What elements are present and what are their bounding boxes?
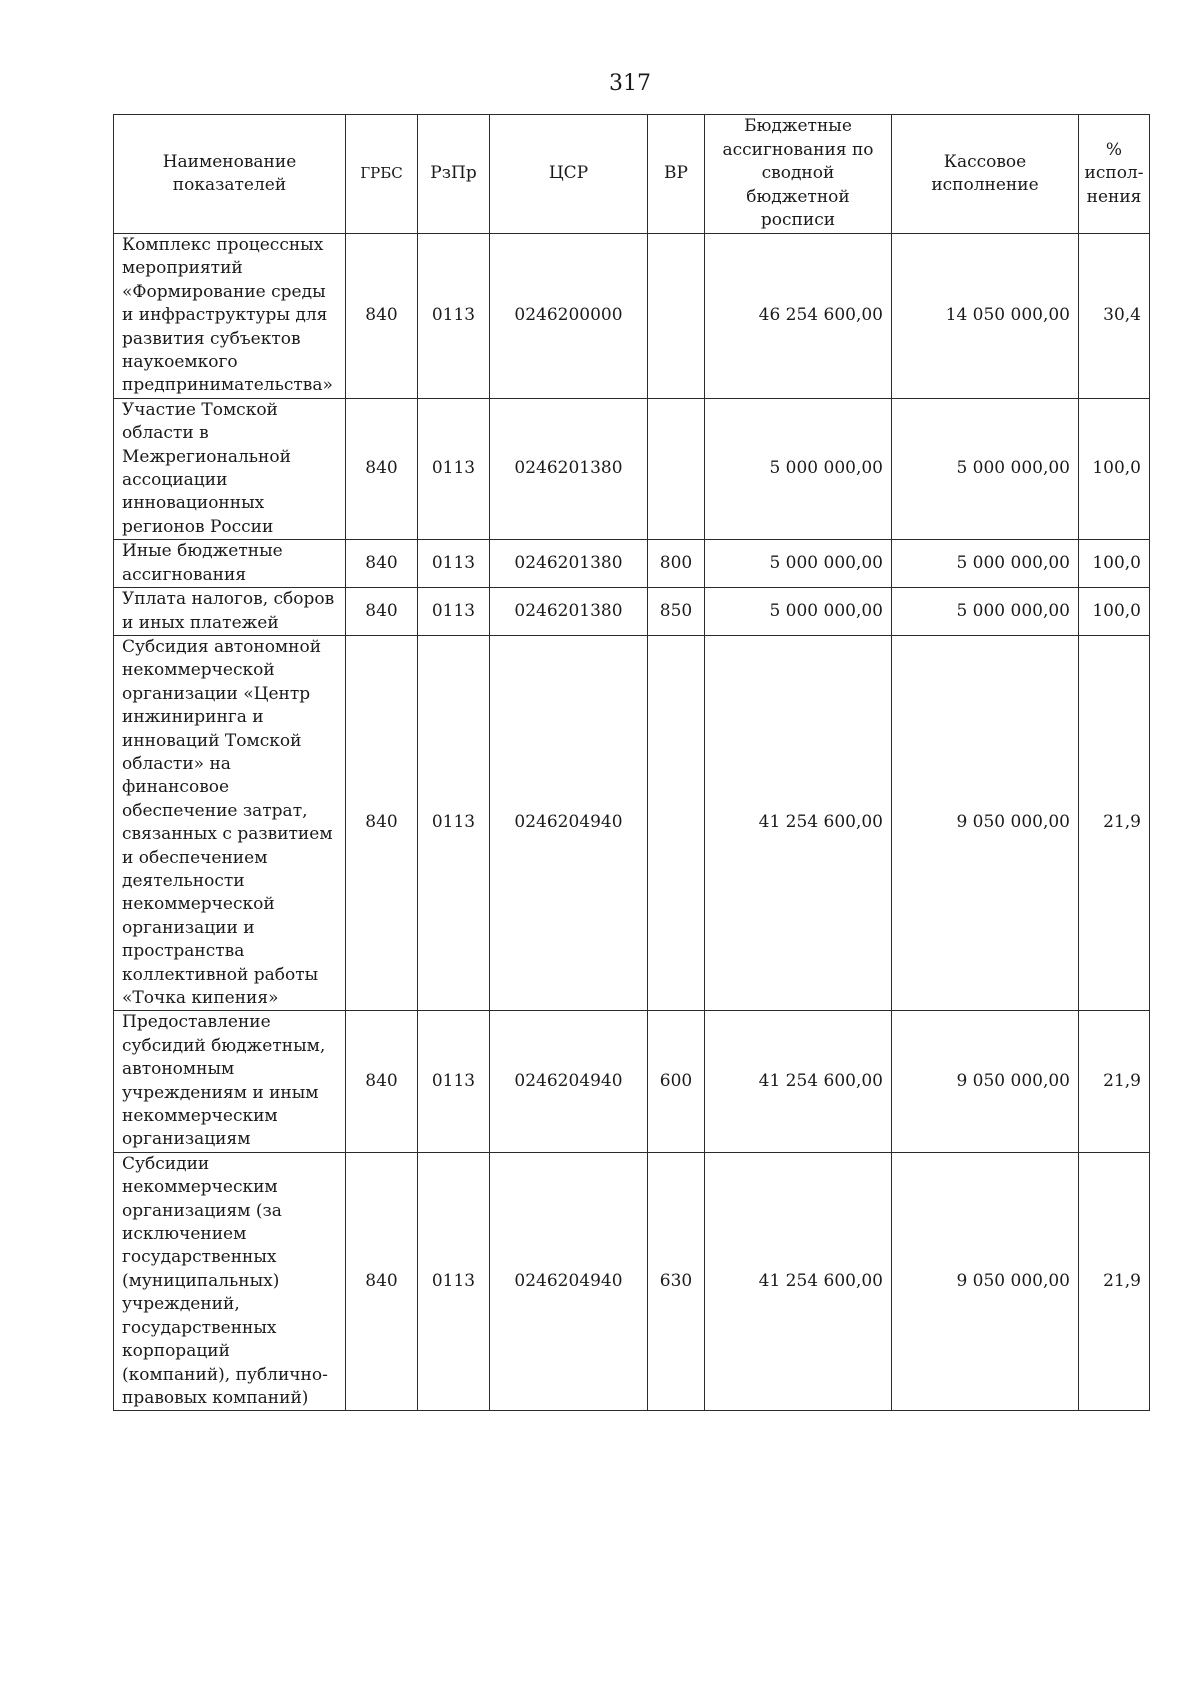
cell-rzpr: 0113 (418, 635, 490, 1011)
cell-csr: 0246200000 (490, 234, 648, 399)
table-row (114, 635, 1150, 1011)
cell-vr (648, 635, 705, 1011)
cell-name: Субсидия автономной некоммерческой организации «Центр инжиниринга и инноваций Томской области» на финансовое обеспечение затрат, связанных с развитием и обеспечением деятельности некоммерческой организации и пространства коллективной работы «Точка кипения» (114, 635, 346, 1011)
cell-cash-execution: 9 050 000,00 (892, 635, 1079, 1011)
cell-percent-execution: 21,9 (1079, 1011, 1150, 1152)
cell-csr: 0246201380 (490, 398, 648, 539)
cell-csr: 0246201380 (490, 540, 648, 588)
cell-assignments: 46 254 600,00 (705, 234, 892, 399)
cell-grbs: 840 (346, 398, 418, 539)
header-assignments: Бюджетные ассигнования по сводной бюджетной росписи (705, 115, 892, 234)
header-percent-execution: % испол-нения (1079, 115, 1150, 234)
cell-cash-execution: 9 050 000,00 (892, 1152, 1079, 1410)
cell-name: Субсидии некоммерческим организациям (за исключением государственных (муниципальных) учреждений, государственных корпораций (компаний), публично-правовых компаний) (114, 1152, 346, 1410)
cell-csr: 0246204940 (490, 1152, 648, 1410)
header-vr: ВР (648, 115, 705, 234)
cell-assignments: 41 254 600,00 (705, 1011, 892, 1152)
cell-rzpr: 0113 (418, 398, 490, 539)
cell-vr (648, 234, 705, 399)
cell-rzpr: 0113 (418, 588, 490, 636)
header-csr: ЦСР (490, 115, 648, 234)
header-name: Наименование показателей (114, 115, 346, 234)
cell-cash-execution: 5 000 000,00 (892, 588, 1079, 636)
table-row (114, 234, 1150, 399)
cell-rzpr: 0113 (418, 1152, 490, 1410)
header-grbs: ГРБС (346, 115, 418, 234)
cell-name: Участие Томской области в Межрегиональной ассоциации инновационных регионов России (114, 398, 346, 539)
cell-percent-execution: 100,0 (1079, 540, 1150, 588)
cell-percent-execution: 21,9 (1079, 635, 1150, 1011)
cell-cash-execution: 9 050 000,00 (892, 1011, 1079, 1152)
cell-vr (648, 398, 705, 539)
cell-grbs: 840 (346, 588, 418, 636)
table-row (114, 398, 1150, 539)
header-cash-execution: Кассовое исполнение (892, 115, 1079, 234)
cell-csr: 0246201380 (490, 588, 648, 636)
cell-cash-execution: 5 000 000,00 (892, 540, 1079, 588)
cell-vr: 800 (648, 540, 705, 588)
table-body (114, 234, 1150, 1411)
cell-grbs: 840 (346, 540, 418, 588)
budget-execution-table (113, 114, 1150, 1411)
cell-csr: 0246204940 (490, 1011, 648, 1152)
cell-name: Иные бюджетные ассигнования (114, 540, 346, 588)
cell-assignments: 41 254 600,00 (705, 635, 892, 1011)
cell-assignments: 5 000 000,00 (705, 588, 892, 636)
cell-percent-execution: 100,0 (1079, 398, 1150, 539)
table-row (114, 588, 1150, 636)
cell-name: Комплекс процессных мероприятий «Формирование среды и инфраструктуры для развития субъектов наукоемкого предпринимательства» (114, 234, 346, 399)
cell-grbs: 840 (346, 635, 418, 1011)
cell-percent-execution: 30,4 (1079, 234, 1150, 399)
cell-vr: 630 (648, 1152, 705, 1410)
cell-grbs: 840 (346, 1152, 418, 1410)
page-number: 317 (609, 71, 651, 96)
cell-cash-execution: 5 000 000,00 (892, 398, 1079, 539)
cell-name: Уплата налогов, сборов и иных платежей (114, 588, 346, 636)
table-row (114, 540, 1150, 588)
header-rzpr: РзПр (418, 115, 490, 234)
cell-rzpr: 0113 (418, 234, 490, 399)
cell-csr: 0246204940 (490, 635, 648, 1011)
cell-assignments: 41 254 600,00 (705, 1152, 892, 1410)
cell-grbs: 840 (346, 1011, 418, 1152)
cell-assignments: 5 000 000,00 (705, 398, 892, 539)
cell-percent-execution: 100,0 (1079, 588, 1150, 636)
cell-name: Предоставление субсидий бюджетным, автономным учреждениям и иным некоммерческим организациям (114, 1011, 346, 1152)
cell-vr: 600 (648, 1011, 705, 1152)
table-row (114, 1152, 1150, 1410)
table-header (114, 115, 1150, 234)
cell-grbs: 840 (346, 234, 418, 399)
cell-vr: 850 (648, 588, 705, 636)
cell-rzpr: 0113 (418, 1011, 490, 1152)
cell-cash-execution: 14 050 000,00 (892, 234, 1079, 399)
cell-assignments: 5 000 000,00 (705, 540, 892, 588)
cell-rzpr: 0113 (418, 540, 490, 588)
header-row (114, 115, 1150, 234)
table-row (114, 1011, 1150, 1152)
cell-percent-execution: 21,9 (1079, 1152, 1150, 1410)
